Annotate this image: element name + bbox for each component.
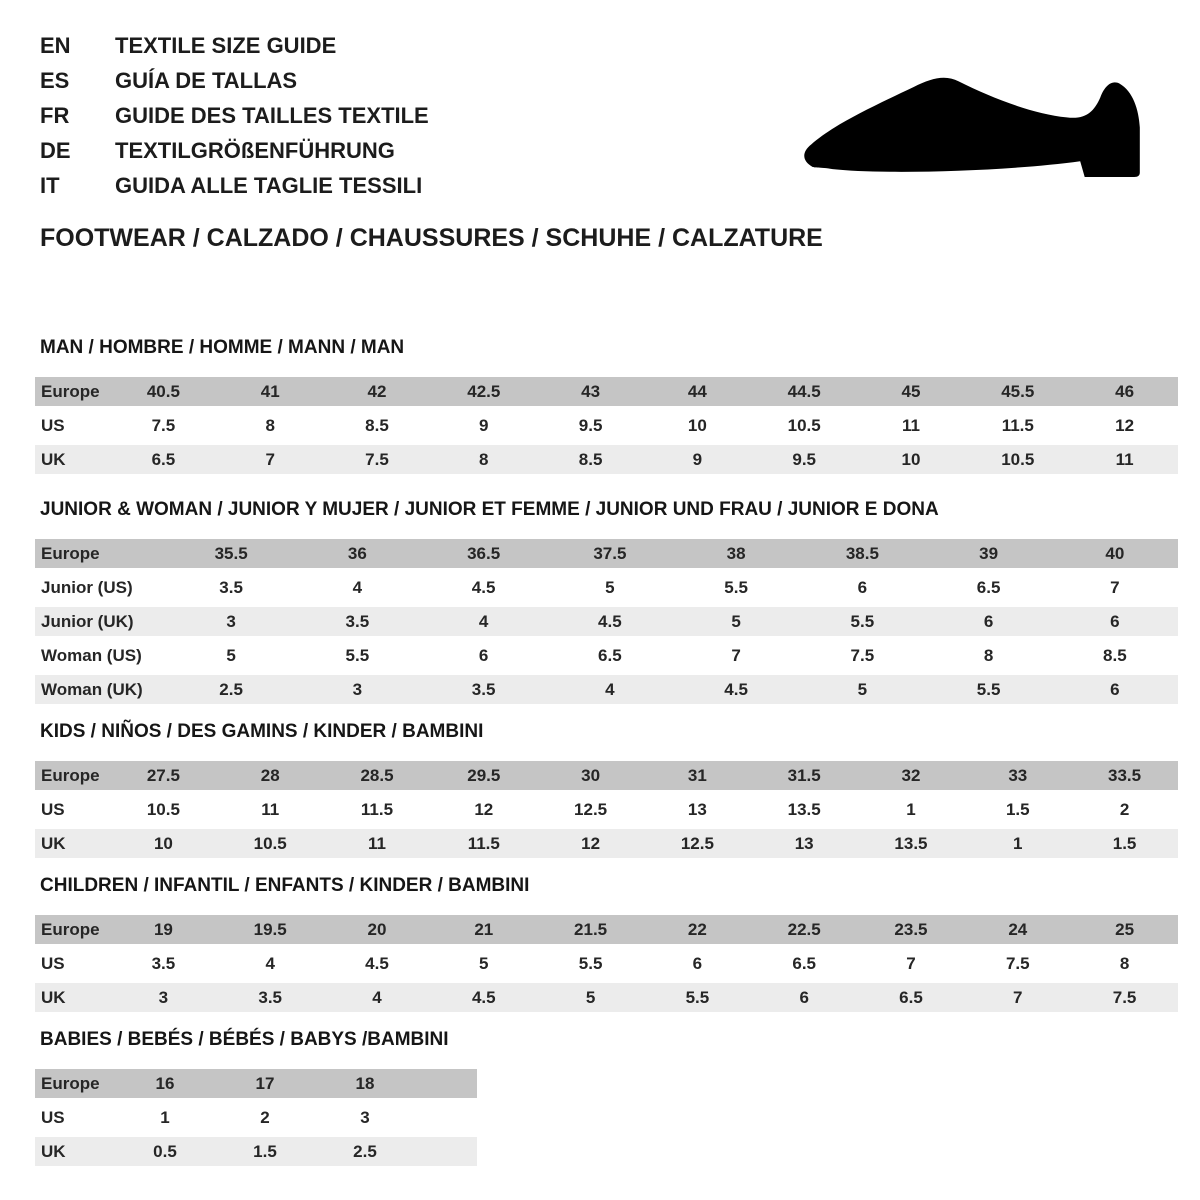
size-value-cell: 7 <box>1110 577 1120 597</box>
size-value-cell: 5.5 <box>724 577 748 597</box>
size-value-cell: 5 <box>731 611 741 631</box>
lang-label: TEXTILGRÖßENFÜHRUNG <box>115 138 395 163</box>
size-value-cell: 28.5 <box>360 765 394 785</box>
size-value-cell: 1.5 <box>1005 799 1030 819</box>
size-value-cell: 13 <box>794 833 814 853</box>
size-value-cell: 17 <box>255 1073 275 1093</box>
size-value-cell: 9.5 <box>792 449 816 469</box>
row-label: US <box>41 1107 65 1127</box>
row-label: Europe <box>41 765 100 785</box>
size-value-cell: 24 <box>1008 919 1028 939</box>
size-value-cell: 7 <box>731 645 741 665</box>
lang-code: IT <box>40 173 60 198</box>
lang-row-en <box>40 28 429 63</box>
size-value-cell: 36.5 <box>467 543 501 563</box>
size-value-cell: 39 <box>979 543 999 563</box>
size-value-cell: 7.5 <box>1112 987 1137 1007</box>
size-value-cell: 33.5 <box>1108 765 1142 785</box>
table-row <box>35 641 1178 670</box>
size-table <box>35 539 1178 704</box>
table-row <box>35 411 1178 440</box>
size-value-cell: 30 <box>581 765 601 785</box>
size-value-cell: 7.5 <box>1005 953 1030 973</box>
size-value-cell: 44 <box>687 381 707 401</box>
size-value-cell: 21 <box>474 919 494 939</box>
size-value-cell: 20 <box>367 919 387 939</box>
size-value-cell: 10.5 <box>253 833 287 853</box>
size-value-cell: 4.5 <box>365 953 389 973</box>
row-label: UK <box>41 833 66 853</box>
row-label: UK <box>41 1141 66 1161</box>
table-row <box>35 829 1178 858</box>
size-value-cell: 2.5 <box>219 679 243 699</box>
size-value-cell: 9.5 <box>578 415 603 435</box>
size-value-cell: 25 <box>1115 919 1135 939</box>
size-value-cell: 5.5 <box>345 645 370 665</box>
size-table <box>35 1069 477 1166</box>
size-value-cell: 23.5 <box>894 919 928 939</box>
size-value-cell: 5.5 <box>685 987 710 1007</box>
size-value-cell: 2 <box>1119 799 1130 819</box>
size-value-cell: 11.5 <box>1001 415 1034 435</box>
section-title: JUNIOR & WOMAN / JUNIOR Y MUJER / JUNIOR ET FEMME / JUNIOR UND FRAU / JUNIOR E DONA <box>40 499 939 520</box>
size-value-cell: 6 <box>692 953 703 973</box>
size-value-cell: 37.5 <box>593 543 627 563</box>
size-value-cell: 31 <box>687 765 707 785</box>
table-row <box>35 1103 477 1132</box>
size-value-cell: 4 <box>372 987 382 1007</box>
size-table-section <box>35 500 1178 704</box>
table-row <box>35 915 1178 944</box>
table-row <box>35 795 1178 824</box>
lang-label: TEXTILE SIZE GUIDE <box>115 33 337 58</box>
size-value-cell: 3 <box>352 679 363 699</box>
size-value-cell: 44.5 <box>787 381 821 401</box>
table-row <box>35 539 1178 568</box>
section-title: MAN / HOMBRE / HOMME / MANN / MAN <box>40 337 405 358</box>
size-value-cell: 1.5 <box>253 1141 277 1161</box>
size-value-cell: 41 <box>260 381 280 401</box>
language-title-block <box>40 28 429 203</box>
size-value-cell: 3 <box>226 611 236 631</box>
lang-code: DE <box>40 138 71 163</box>
section-title: BABIES / BEBÉS / BÉBÉS / BABYS /BAMBINI <box>40 1029 449 1050</box>
size-value-cell: 11 <box>368 833 386 853</box>
table-row <box>35 1137 477 1166</box>
category-title: FOOTWEAR / CALZADO / CHAUSSURES / SCHUHE / CALZATURE <box>40 224 823 252</box>
size-value-cell: 11.5 <box>467 833 500 853</box>
row-label: Europe <box>41 1073 100 1093</box>
size-value-cell: 33 <box>1008 765 1028 785</box>
lang-row-fr <box>40 98 429 133</box>
size-value-cell: 38.5 <box>845 543 879 563</box>
size-value-cell: 9 <box>479 415 489 435</box>
size-value-cell: 36 <box>347 543 367 563</box>
size-value-cell: 5.5 <box>976 679 1001 699</box>
table-row <box>35 377 1178 406</box>
table-row <box>35 607 1178 636</box>
size-value-cell: 40 <box>1105 543 1125 563</box>
lang-code: ES <box>40 68 70 93</box>
size-value-cell: 6.5 <box>899 987 923 1007</box>
size-value-cell: 16 <box>155 1073 175 1093</box>
size-value-cell: 9 <box>692 449 703 469</box>
size-value-cell: 8 <box>479 449 489 469</box>
size-value-cell: 4 <box>352 577 363 597</box>
lang-row-it <box>40 168 429 203</box>
size-value-cell: 6 <box>857 577 868 597</box>
size-value-cell: 6 <box>1110 611 1120 631</box>
size-value-cell: 11.5 <box>360 799 394 819</box>
size-value-cell: 5 <box>226 645 236 665</box>
size-value-cell: 32 <box>901 765 921 785</box>
table-row <box>35 445 1178 474</box>
size-value-cell: 11 <box>261 799 280 819</box>
size-tables-container <box>35 338 1178 1184</box>
size-value-cell: 6 <box>1110 679 1120 699</box>
size-value-cell: 45.5 <box>1001 381 1035 401</box>
table-row <box>35 949 1178 978</box>
lang-code: EN <box>40 33 71 58</box>
size-value-cell: 5.5 <box>850 611 875 631</box>
size-value-cell: 0.5 <box>153 1141 177 1161</box>
size-value-cell: 4 <box>478 611 489 631</box>
size-value-cell: 46 <box>1115 381 1135 401</box>
size-value-cell: 13.5 <box>894 833 928 853</box>
section-title: CHILDREN / INFANTIL / ENFANTS / KINDER / BAMBINI <box>40 875 530 896</box>
row-label: Woman (US) <box>41 645 142 665</box>
size-value-cell: 7.5 <box>850 645 875 665</box>
size-value-cell: 1 <box>1013 833 1023 853</box>
lang-row-es <box>40 63 429 98</box>
size-value-cell: 43 <box>581 381 601 401</box>
size-value-cell: 21.5 <box>574 919 608 939</box>
size-value-cell: 3 <box>158 987 169 1007</box>
row-label: US <box>41 953 65 973</box>
size-value-cell: 10.5 <box>146 799 180 819</box>
size-value-cell: 6.5 <box>598 645 622 665</box>
size-value-cell: 11 <box>901 415 920 435</box>
size-value-cell: 12 <box>581 833 601 853</box>
row-label: Junior (US) <box>41 577 133 597</box>
size-value-cell: 6 <box>478 645 489 665</box>
size-value-cell: 10.5 <box>1001 449 1035 469</box>
size-value-cell: 4.5 <box>598 611 622 631</box>
size-value-cell: 5 <box>479 953 489 973</box>
size-value-cell: 29.5 <box>467 765 501 785</box>
size-value-cell: 4.5 <box>471 987 496 1007</box>
size-value-cell: 22.5 <box>787 919 821 939</box>
size-value-cell: 3.5 <box>345 611 370 631</box>
table-row <box>35 573 1178 602</box>
row-label: Junior (UK) <box>41 611 134 631</box>
size-value-cell: 4.5 <box>471 577 496 597</box>
size-value-cell: 12.5 <box>680 833 714 853</box>
size-value-cell: 3 <box>360 1107 370 1127</box>
size-value-cell: 22 <box>687 919 707 939</box>
size-value-cell: 6 <box>799 987 809 1007</box>
size-value-cell: 6.5 <box>151 449 176 469</box>
row-label: Europe <box>41 919 100 939</box>
size-value-cell: 8.5 <box>1103 645 1127 665</box>
dress-shoe-icon <box>798 60 1143 186</box>
lang-code: FR <box>40 103 70 128</box>
size-value-cell: 7 <box>1013 987 1023 1007</box>
size-value-cell: 12 <box>1115 415 1135 435</box>
size-value-cell: 4 <box>265 953 275 973</box>
size-value-cell: 6.5 <box>976 577 1001 597</box>
size-value-cell: 2.5 <box>353 1141 377 1161</box>
size-value-cell: 5 <box>585 987 596 1007</box>
size-table-section <box>35 1030 1178 1166</box>
size-value-cell: 7 <box>265 449 275 469</box>
size-table <box>35 761 1178 858</box>
size-value-cell: 3.5 <box>151 953 176 973</box>
size-value-cell: 13.5 <box>787 799 821 819</box>
section-title: KIDS / NIÑOS / DES GAMINS / KINDER / BAMBINI <box>40 721 484 742</box>
row-label: Europe <box>41 381 100 401</box>
size-value-cell: 31.5 <box>787 765 821 785</box>
size-value-cell: 8.5 <box>365 415 389 435</box>
size-value-cell: 5.5 <box>578 953 603 973</box>
lang-label: GUÍA DE TALLAS <box>115 68 298 93</box>
size-value-cell: 3.5 <box>258 987 283 1007</box>
row-label: US <box>41 799 65 819</box>
size-table <box>35 377 1178 474</box>
size-value-cell: 19 <box>153 919 173 939</box>
size-value-cell: 7.5 <box>365 449 389 469</box>
size-value-cell: 27.5 <box>146 765 180 785</box>
table-row <box>35 761 1178 790</box>
size-value-cell: 5 <box>605 577 615 597</box>
size-value-cell: 8 <box>1119 953 1130 973</box>
size-value-cell: 6 <box>983 611 994 631</box>
size-value-cell: 10 <box>901 449 921 469</box>
row-label: US <box>41 415 65 435</box>
size-value-cell: 10 <box>687 415 707 435</box>
size-table-section <box>35 722 1178 858</box>
size-value-cell: 45 <box>901 381 921 401</box>
size-value-cell: 8.5 <box>578 449 603 469</box>
size-value-cell: 38 <box>726 543 746 563</box>
lang-label: GUIDE DES TAILLES TEXTILE <box>115 103 429 128</box>
size-value-cell: 13 <box>687 799 707 819</box>
size-value-cell: 19.5 <box>253 919 287 939</box>
size-value-cell: 7.5 <box>151 415 176 435</box>
row-label: UK <box>41 449 66 469</box>
table-row <box>35 1069 477 1098</box>
size-value-cell: 35.5 <box>214 543 248 563</box>
size-value-cell: 11 <box>1115 449 1134 469</box>
size-value-cell: 1 <box>160 1107 170 1127</box>
row-label: UK <box>41 987 66 1007</box>
table-row <box>35 675 1178 704</box>
size-value-cell: 2 <box>260 1107 270 1127</box>
size-value-cell: 10 <box>153 833 173 853</box>
size-value-cell: 3.5 <box>219 577 243 597</box>
size-value-cell: 4.5 <box>724 679 748 699</box>
size-value-cell: 10.5 <box>787 415 821 435</box>
size-value-cell: 6.5 <box>792 953 816 973</box>
size-value-cell: 42 <box>367 381 387 401</box>
lang-label: GUIDA ALLE TAGLIE TESSILI <box>115 173 423 198</box>
size-table <box>35 915 1178 1012</box>
size-value-cell: 5 <box>857 679 868 699</box>
row-label: Europe <box>41 543 100 563</box>
size-table-section <box>35 876 1178 1012</box>
size-value-cell: 12.5 <box>574 799 608 819</box>
size-table-section <box>35 338 1178 474</box>
size-value-cell: 42.5 <box>467 381 501 401</box>
size-value-cell: 3.5 <box>471 679 496 699</box>
size-value-cell: 1.5 <box>1112 833 1137 853</box>
size-value-cell: 12 <box>474 799 494 819</box>
size-value-cell: 18 <box>355 1073 375 1093</box>
size-value-cell: 4 <box>605 679 615 699</box>
size-value-cell: 1 <box>906 799 916 819</box>
size-value-cell: 40.5 <box>146 381 180 401</box>
table-row <box>35 983 1178 1012</box>
size-value-cell: 7 <box>906 953 916 973</box>
size-value-cell: 28 <box>260 765 280 785</box>
row-label: Woman (UK) <box>41 679 143 699</box>
lang-row-de <box>40 133 429 168</box>
size-value-cell: 8 <box>983 645 994 665</box>
size-value-cell: 8 <box>265 415 275 435</box>
